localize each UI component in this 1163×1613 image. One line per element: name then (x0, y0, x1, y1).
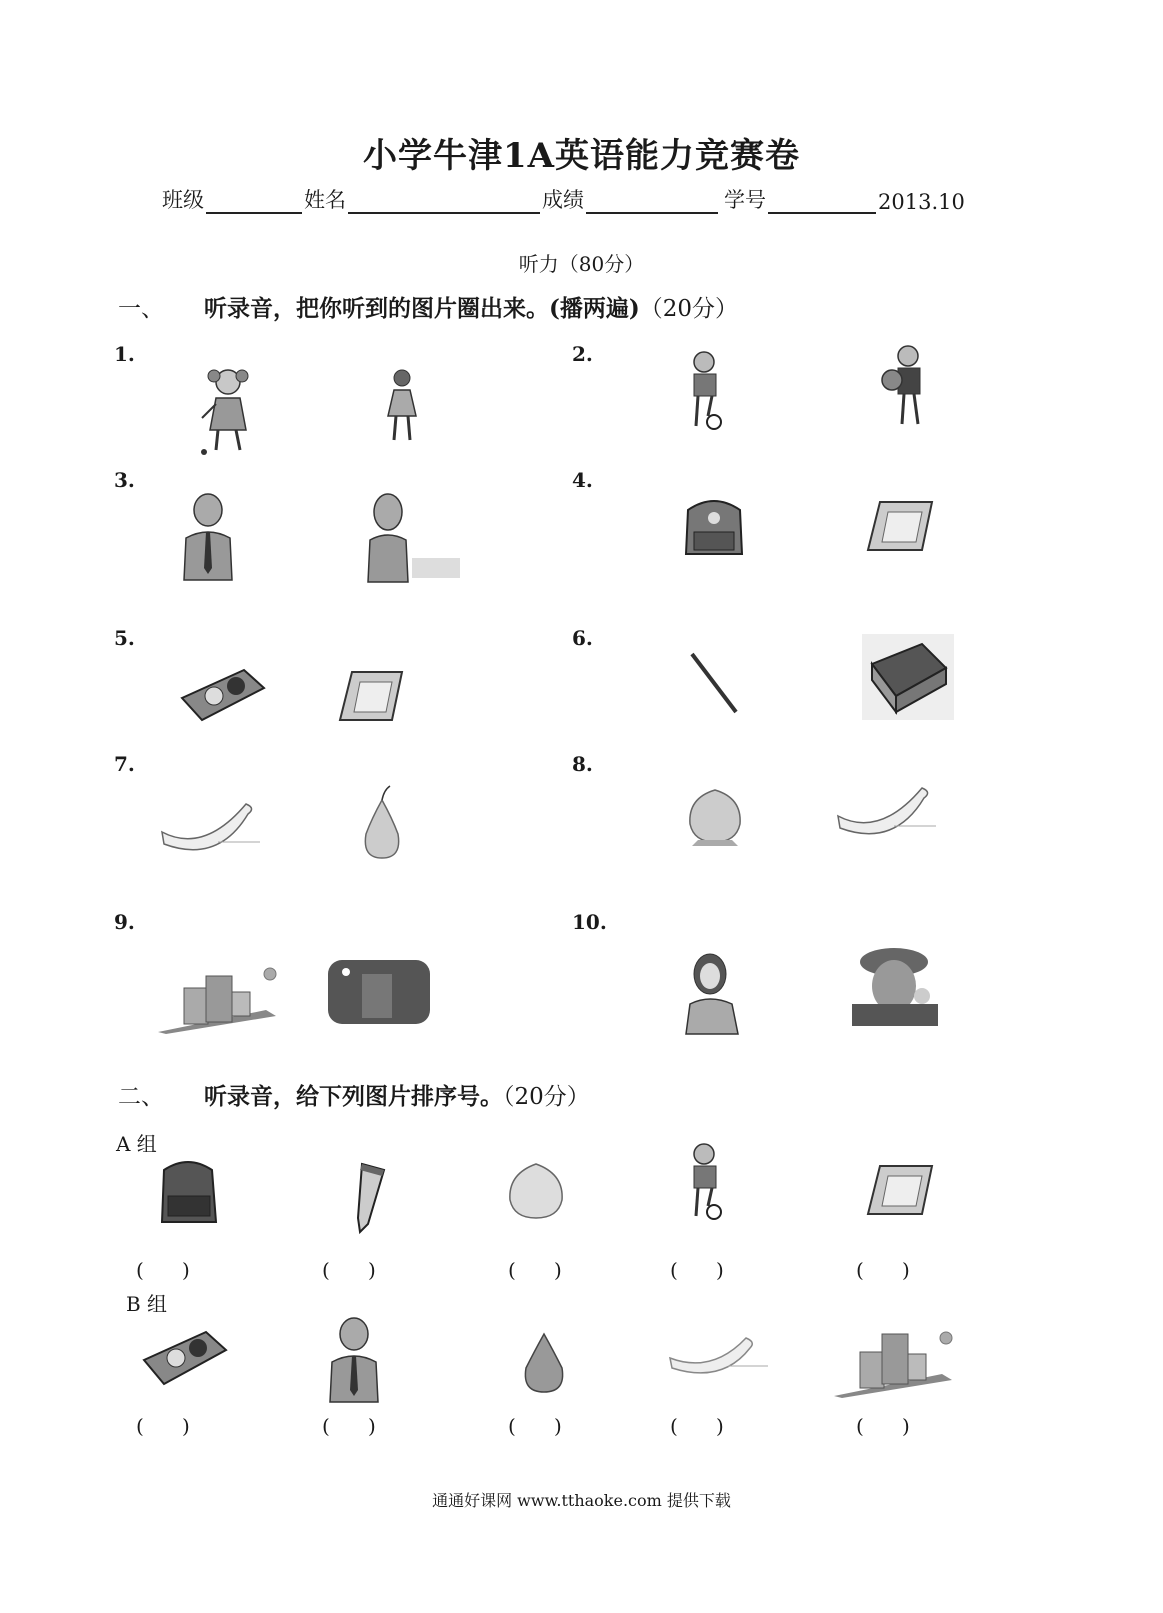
peach-icon[interactable] (686, 784, 744, 848)
question-number: 3. (114, 468, 135, 492)
girl-with-flower-icon[interactable] (852, 940, 938, 1026)
schoolbag-icon (156, 1158, 222, 1224)
question-number: 10. (572, 910, 607, 934)
answer-blank[interactable]: ( ) (508, 1258, 562, 1282)
class-label: 班级 (162, 188, 204, 212)
banana-icon (666, 1334, 770, 1378)
answer-blank[interactable]: ( ) (670, 1258, 724, 1282)
section1-heading (118, 290, 738, 323)
woman-icon[interactable] (364, 492, 460, 584)
number-label: 学号 (724, 188, 766, 212)
city-day-icon[interactable] (156, 962, 282, 1034)
book-icon[interactable] (338, 668, 404, 726)
banana-icon[interactable] (158, 800, 262, 858)
banana-icon[interactable] (834, 784, 938, 842)
question-number: 7. (114, 752, 135, 776)
class-blank[interactable] (206, 190, 302, 214)
name-label: 姓名 (304, 188, 346, 212)
question-number: 1. (114, 342, 135, 366)
man-icon (326, 1316, 382, 1404)
answer-blank[interactable]: ( ) (508, 1414, 562, 1438)
section2-number: 二、 (118, 1084, 164, 1110)
answer-blank[interactable]: ( ) (136, 1414, 190, 1438)
answer-blank[interactable]: ( ) (322, 1414, 376, 1438)
group-b-label: B 组 (126, 1292, 168, 1316)
section2-points: （20分） (503, 1084, 590, 1110)
page-title: 小学牛津1A英语能力竞赛卷 (362, 136, 801, 176)
city-day-icon (832, 1326, 962, 1398)
question-number: 5. (114, 626, 135, 650)
pencil-icon (350, 1160, 390, 1236)
schoolbag-icon[interactable] (680, 496, 748, 560)
number-blank[interactable] (768, 190, 876, 214)
man-icon[interactable] (180, 492, 236, 582)
footer-text: 通通好课网 www.tthaoke.com 提供下载 (432, 1491, 731, 1510)
question-number: 6. (572, 626, 593, 650)
answer-blank[interactable]: ( ) (670, 1414, 724, 1438)
question-number: 2. (572, 342, 593, 366)
student-info-row (162, 184, 965, 214)
answer-blank[interactable]: ( ) (856, 1258, 910, 1282)
answer-blank[interactable]: ( ) (322, 1258, 376, 1282)
answer-blank[interactable]: ( ) (856, 1414, 910, 1438)
question-number: 4. (572, 468, 593, 492)
pear-icon (518, 1328, 570, 1394)
book-icon (866, 1162, 934, 1220)
pencil-box-icon[interactable] (180, 666, 266, 724)
boy-football-icon (686, 1142, 726, 1222)
boy-football-icon[interactable] (686, 350, 726, 432)
section2-heading (118, 1078, 590, 1111)
question-number: 9. (114, 910, 135, 934)
pear-icon[interactable] (358, 784, 406, 860)
score-blank[interactable] (586, 190, 718, 214)
section1-points: （20分） (639, 296, 739, 322)
group-a-label: A 组 (116, 1132, 157, 1156)
listening-heading: 听力（80分） (518, 252, 645, 276)
pencil-box-icon (142, 1328, 228, 1388)
book-icon[interactable] (866, 498, 934, 556)
girl-skipping-icon[interactable] (196, 366, 256, 458)
boy-basketball-icon[interactable] (880, 344, 930, 432)
pencil-icon[interactable] (690, 652, 742, 716)
section1-number: 一、 (118, 296, 164, 322)
score-label: 成绩 (542, 188, 584, 212)
section1-text: 听录音，把你听到的图片圈出来。(播两遍) (204, 295, 640, 322)
date-text: 2013.10 (878, 190, 965, 214)
peach-icon (506, 1160, 566, 1224)
city-night-icon[interactable] (326, 956, 432, 1028)
woman-reading-icon[interactable] (680, 952, 744, 1036)
question-number: 8. (572, 752, 593, 776)
answer-blank[interactable]: ( ) (136, 1258, 190, 1282)
section2-text: 听录音，给下列图片排序号。 (204, 1083, 503, 1110)
girl-dancing-icon[interactable] (384, 368, 420, 446)
dictionary-icon[interactable] (862, 634, 954, 720)
name-blank[interactable] (348, 190, 540, 214)
